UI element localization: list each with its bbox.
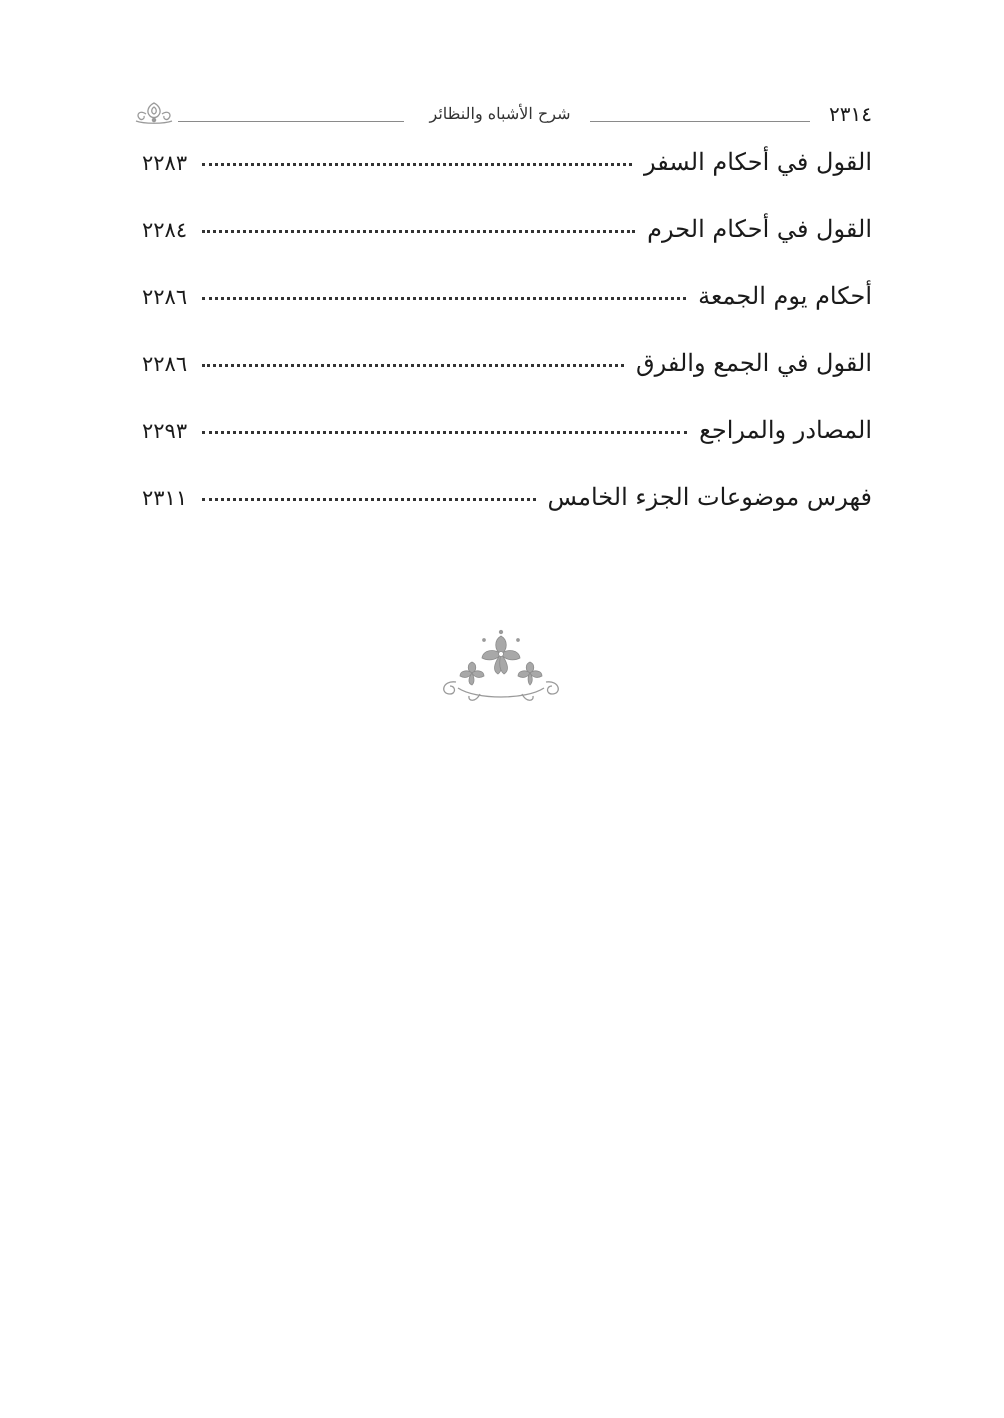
hibiscus-flourish-icon xyxy=(436,626,566,708)
page-number: ٢٣١٤ xyxy=(829,102,872,126)
toc-entry-title: فهرس موضوعات الجزء الخامس xyxy=(547,483,872,511)
toc-entry-page: ٢٢٨٣ xyxy=(142,151,188,175)
toc-entry-title: أحكام يوم الجمعة xyxy=(698,282,872,310)
toc-entry xyxy=(142,483,872,550)
table-of-contents xyxy=(142,148,872,550)
toc-entry xyxy=(142,215,872,282)
toc-entry-page: ٢٣١١ xyxy=(142,486,188,510)
dot-leader xyxy=(202,162,632,166)
toc-entry-page: ٢٢٨٦ xyxy=(142,285,188,309)
running-title: شرح الأشباه والنظائر xyxy=(429,104,571,123)
floral-vignette-icon xyxy=(132,100,176,126)
toc-entry xyxy=(142,416,872,483)
header-rule-right xyxy=(590,121,810,122)
dot-leader xyxy=(202,296,686,300)
running-header xyxy=(132,96,872,136)
toc-entry-page: ٢٢٨٤ xyxy=(142,218,188,242)
toc-entry xyxy=(142,282,872,349)
toc-entry xyxy=(142,148,872,215)
header-rule-left xyxy=(178,121,404,122)
toc-entry-page: ٢٢٩٣ xyxy=(142,419,188,443)
dot-leader xyxy=(202,229,635,233)
toc-entry-title: القول في الجمع والفرق xyxy=(635,349,872,377)
dot-leader xyxy=(202,363,624,367)
dot-leader xyxy=(202,430,687,434)
toc-entry-page: ٢٢٨٦ xyxy=(142,352,188,376)
toc-entry-title: القول في أحكام السفر xyxy=(643,148,872,176)
dot-leader xyxy=(202,497,536,501)
toc-entry xyxy=(142,349,872,416)
toc-entry-title: المصادر والمراجع xyxy=(699,416,872,444)
toc-entry-title: القول في أحكام الحرم xyxy=(647,215,872,243)
